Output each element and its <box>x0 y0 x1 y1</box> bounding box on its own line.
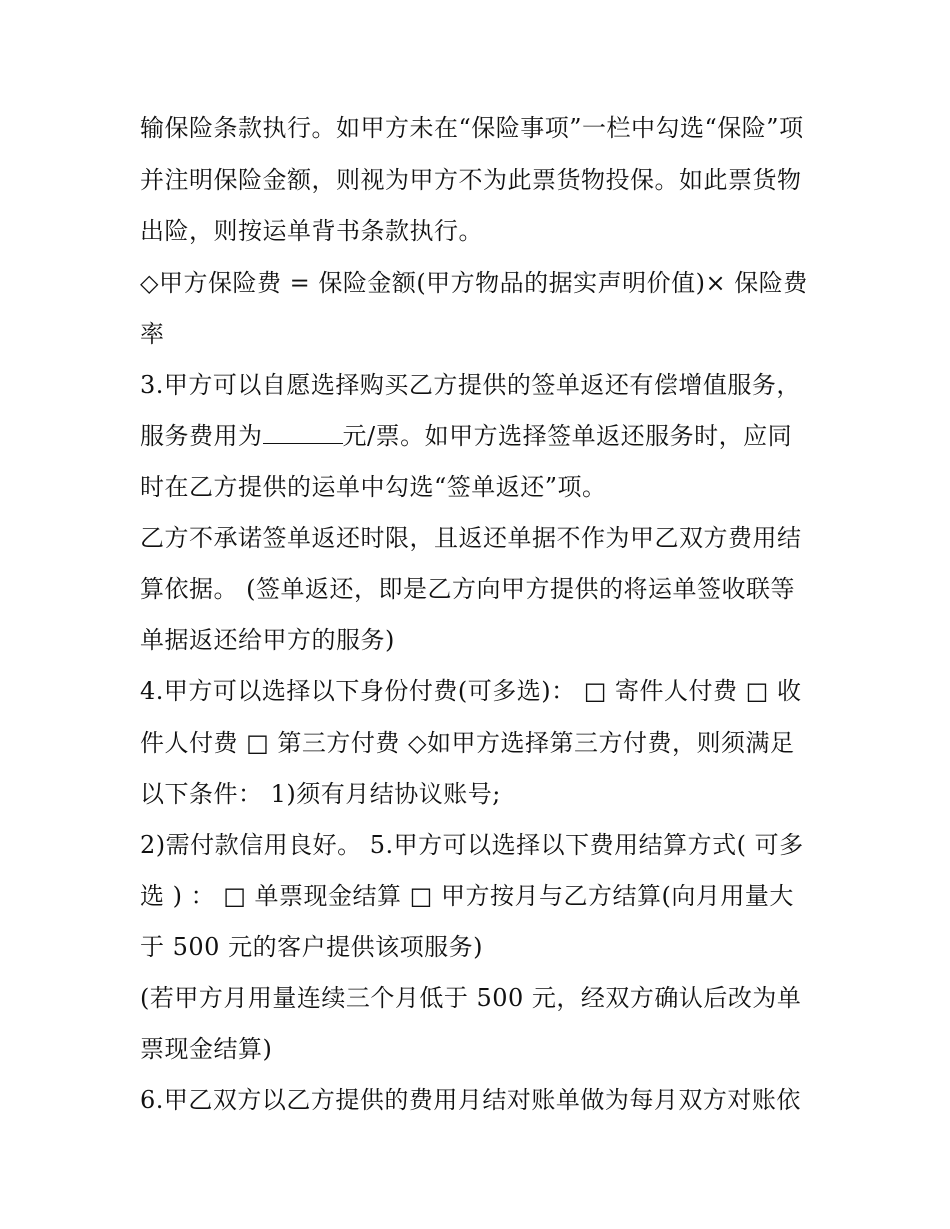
text-line: 2)需付款信用良好。 5.甲方可以选择以下费用结算方式( 可多 <box>140 831 804 859</box>
text-line: 件人付费 □ 第三方付费 ◇如甲方选择第三方付费，则须满足 <box>140 729 795 757</box>
fee-prefix: 服务费用为 <box>140 422 263 450</box>
text-line: 乙方不承诺签单返还时限，且返还单据不作为甲乙双方费用结 <box>140 524 802 552</box>
text-line: 率 <box>140 320 165 348</box>
text-line: 单据返还给甲方的服务) <box>140 626 395 654</box>
text-line-fee <box>140 421 820 451</box>
text-line: (若甲方月用量连续三个月低于 500 元，经双方确认后改为单 <box>140 984 802 1012</box>
text-line: 输保险条款执行。如甲方未在“保险事项”一栏中勾选“保险”项 <box>140 114 804 142</box>
text-line: 选 ) ： □ 单票现金结算 □ 甲方按月与乙方结算(向月用量大 <box>140 882 794 910</box>
text-line: 算依据。 (签单返还，即是乙方向甲方提供的将运单签收联等 <box>140 575 795 603</box>
text-line: 于 500 元的客户提供该项服务) <box>140 933 483 961</box>
text-line: 并注明保险金额，则视为甲方不为此票货物投保。如此票货物 <box>140 166 802 194</box>
text-line: 出险，则按运单背书条款执行。 <box>140 217 483 245</box>
text-line: 4.甲方可以选择以下身份付费(可多选)： □ 寄件人付费 □ 收 <box>140 677 802 705</box>
text-line: 以下条件： 1)须有月结协议账号; <box>140 780 501 808</box>
text-line: 票现金结算) <box>140 1035 273 1063</box>
text-line: 3.甲方可以自愿选择购买乙方提供的签单返还有偿增值服务， <box>140 371 801 399</box>
text-line: 时在乙方提供的运单中勾选“签单返还”项。 <box>140 473 607 501</box>
fee-suffix: 元/票。如甲方选择签单返还服务时，应同 <box>342 422 793 450</box>
fee-blank <box>263 421 343 444</box>
text-line: 6.甲乙双方以乙方提供的费用月结对账单做为每月双方对账依 <box>140 1086 801 1114</box>
text-line: ◇甲方保险费 = 保险金额(甲方物品的据实声明价值)× 保险费 <box>140 269 808 297</box>
